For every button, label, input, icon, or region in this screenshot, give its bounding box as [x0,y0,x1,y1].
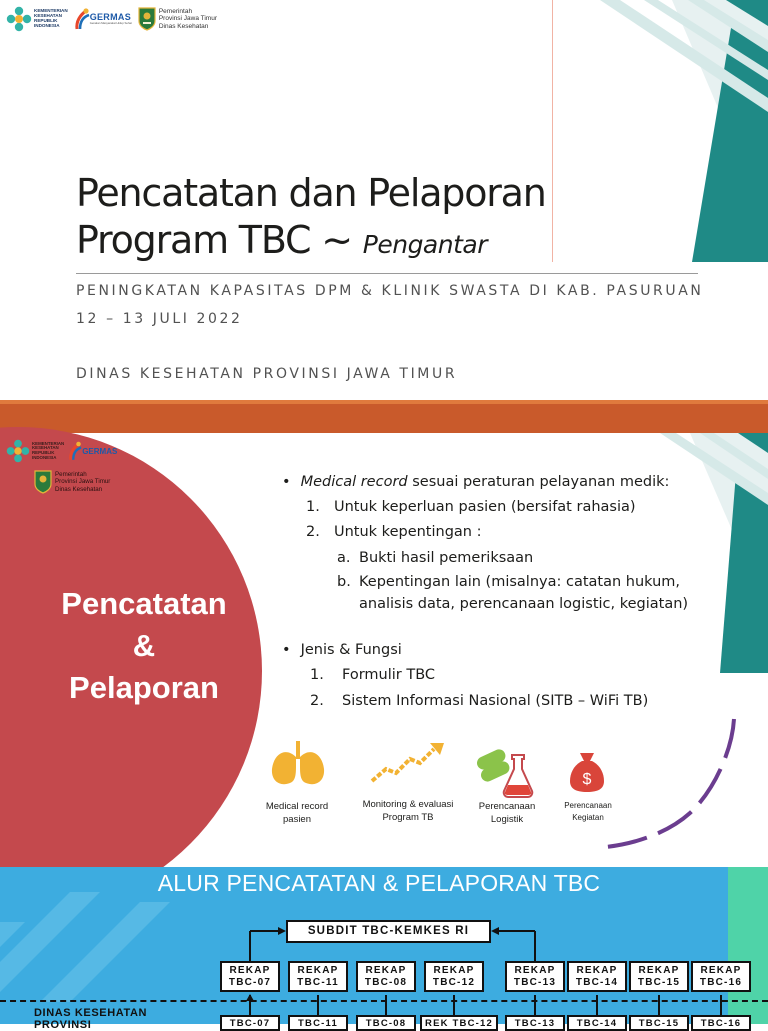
kemkes-logo [6,6,68,32]
list-item: 2. Sistem Informasi Nasional (SITB – WiFi TB) [310,693,649,709]
form-box: TBC-14 [567,1015,627,1031]
rekap-box: REKAP TBC-13 [505,961,565,992]
logo-bar [6,439,117,463]
form-box: TBC-11 [288,1015,348,1031]
rekap-box: REKAP TBC-15 [629,961,689,992]
accent-divider [552,0,553,262]
list-item: 2. Untuk kepentingan : [306,524,482,540]
kemkes-line: KEMENTERIAN [34,8,68,14]
subdit-tbc-box: SUBDIT TBC-KEMKES RI [286,920,491,943]
rekap-box: REKAP TBC-07 [220,961,280,992]
kemkes-line: KESEHATAN [34,13,62,19]
svg-text:$: $ [582,771,592,788]
germas-tagline: Gerakan Masyarakat Hidup Sehat [89,21,132,26]
kemkes-line: REPUBLIK [34,18,58,23]
title-rule [76,273,698,274]
germas-logo [74,7,132,31]
trend-chart-icon [368,739,446,785]
sub-list-item-continued: analisis data, perencanaan logistic, kegiatan) [359,596,689,612]
section-heading [30,583,258,709]
pemprov-logo [34,469,110,495]
list-item: 1. Untuk keperluan pasien (bersifat rahasia) [306,499,636,515]
event-subtitle: PENINGKATAN KAPASITAS DPM & KLINIK SWASTA DI KAB. PASURUAN [76,283,704,299]
germas-figure-icon [74,7,90,31]
sub-list-item: a. Bukti hasil pemeriksaan [337,550,534,566]
title-slide [0,0,768,400]
germas-wordmark: GERMAS [82,446,118,456]
event-date: 12 – 13 JULI 2022 [76,311,243,327]
pemprov-line: Dinas Kesehatan [55,485,103,493]
form-box: TBC-07 [220,1015,280,1031]
jatim-shield-icon [138,7,156,31]
content-slide [0,433,768,867]
title-subtitle-italic: Pengantar [362,230,488,259]
heading-line: & [132,628,156,663]
icon-label: Monitoring & evaluasi Program TB [362,799,454,823]
form-box: TBC-16 [691,1015,751,1031]
kemkes-emblem-icon [6,6,32,32]
pemprov-line: Dinas Kesehatan [158,22,209,30]
sub-list-item: b. Kepentingan lain (misalnya: catatan hukum, [337,574,681,590]
form-box: TBC-08 [356,1015,416,1031]
lungs-icon [268,739,328,789]
bullet-medical-record: • Medical record sesuai peraturan pelayanan medik: [282,474,670,490]
title-line-2: Program TBC ~ [76,218,363,262]
pemprov-line: Pemerintah [158,7,193,15]
organizer: DINAS KESEHATAN PROVINSI JAWA TIMUR [76,366,458,382]
level-label: DINAS KESEHATAN PROVINSI [34,1007,148,1031]
germas-wordmark: GERMAS [89,11,132,22]
kemkes-line: INDONESIA [34,22,60,28]
kemkes-line: KESEHATAN [32,445,59,451]
kemkes-line: INDONESIA [32,454,57,460]
icon-label: Medical record pasien [265,801,329,825]
rekap-box: REKAP TBC-11 [288,961,348,992]
icon-label: Perencanaan Logistik [478,801,536,825]
form-box: TBC-15 [629,1015,689,1031]
germas-figure-icon [68,440,82,462]
pemprov-logo [138,7,217,31]
jatim-shield-icon [34,469,52,495]
rekap-box: REKAP TBC-16 [691,961,751,992]
form-box: TBC-13 [505,1015,565,1031]
icon-label: Perencanaan Kegiatan [564,801,612,822]
slide-title [76,170,546,268]
pemprov-line: Provinsi Jawa Timur [55,478,111,486]
kemkes-emblem-icon [6,439,30,463]
bullet-jenis-fungsi: • Jenis & Fungsi [282,642,402,658]
rekap-box: REKAP TBC-12 [424,961,484,992]
bullet-text: sesuai peraturan pelayanan medik: [407,474,670,490]
heading-line: Pelaporan [69,670,219,705]
logo-bar [6,6,217,32]
flow-diagram-slide [0,867,768,1031]
slide-title: ALUR PENCATATAN & PELAPORAN TBC [157,870,601,896]
level-divider [0,1000,768,1002]
pemprov-line: Pemerintah [55,470,87,478]
kemkes-line: REPUBLIK [32,450,55,455]
rekap-box: REKAP TBC-14 [567,961,627,992]
rekap-box: REKAP TBC-08 [356,961,416,992]
money-bag-icon [568,751,606,793]
pills-flask-icon [474,747,534,799]
list-item: 1. Formulir TBC [310,667,436,683]
form-box: REK TBC-12 [420,1015,498,1031]
bullet-emphasis: Medical record [300,474,408,490]
heading-line: Pencatatan [61,586,227,621]
slide-separator-band [0,400,768,433]
title-line-1: Pencatatan dan Pelaporan [76,171,546,215]
pemprov-line: Provinsi Jawa Timur [158,15,217,23]
kemkes-line: KEMENTERIAN [32,440,65,446]
